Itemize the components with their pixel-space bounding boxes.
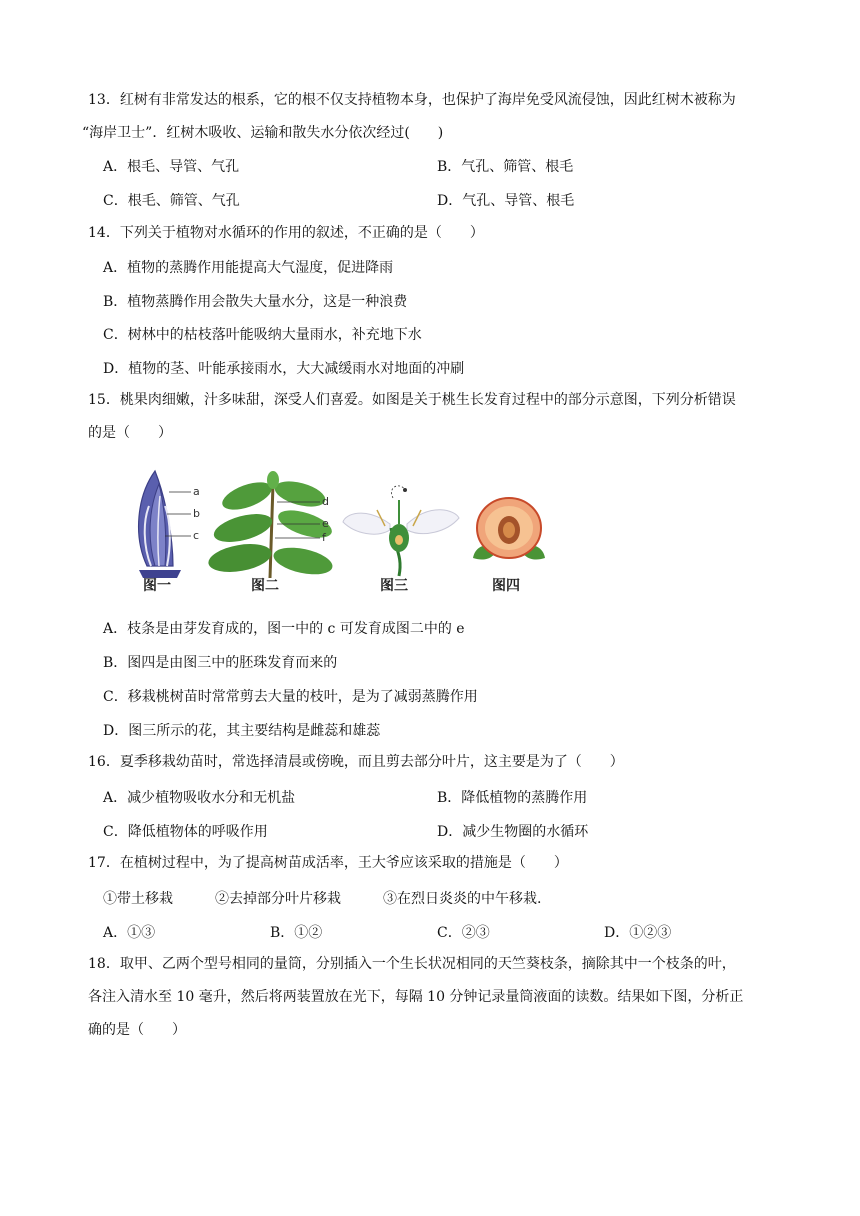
question-18	[88, 948, 788, 1047]
question-15-option-d[interactable]: D．图三所示的花，其主要结构是雌蕊和雄蕊	[103, 723, 381, 739]
figure-2-letter-d: d	[322, 495, 329, 508]
figure-2-letter-e: e	[322, 517, 329, 530]
question-17	[88, 847, 788, 880]
question-14	[88, 217, 788, 250]
question-16	[88, 746, 788, 779]
figure-1-letter-b: b	[193, 507, 200, 520]
figure-3-flower-illustration	[343, 486, 459, 576]
figure-1-letter-a: a	[193, 485, 200, 498]
question-15-option-a[interactable]: A．枝条是由芽发育成的，图一中的 c 可发育成图二中的 e	[103, 621, 465, 637]
figure-1-letter-c: c	[193, 529, 200, 542]
question-15-stem-line2: 的是（ ）	[88, 425, 172, 441]
question-14-option-b[interactable]: B．植物蒸腾作用会散失大量水分，这是一种浪费	[103, 294, 408, 310]
figure-4-peach-illustration	[473, 498, 545, 560]
figure-2-caption: 图二	[251, 578, 279, 594]
question-18-stem-line3: 确的是（ ）	[88, 1022, 186, 1038]
question-17-option-c[interactable]: C．②③	[437, 925, 490, 941]
figure-1-bud-illustration	[139, 471, 191, 578]
question-16-option-d[interactable]: D．减少生物圈的水循环	[437, 824, 589, 840]
question-17-option-d[interactable]: D．①②③	[604, 925, 672, 941]
question-13-option-d[interactable]: D．气孔、导管、根毛	[437, 193, 575, 209]
figure-4-caption: 图四	[492, 578, 520, 594]
question-16-option-c[interactable]: C．降低植物体的呼吸作用	[103, 824, 268, 840]
question-16-stem: 16．夏季移栽幼苗时，常选择清晨或傍晚，而且剪去部分叶片，这主要是为了（ ）	[88, 754, 624, 770]
question-16-option-b[interactable]: B．降低植物的蒸腾作用	[437, 790, 588, 806]
question-18-stem-line2: 各注入清水至 10 毫升，然后将两装置放在光下，每隔 10 分钟记录量筒液面的读数。结果如下图，分析正	[88, 989, 744, 1005]
question-17-stem: 17．在植树过程中，为了提高树苗成活率，王大爷应该采取的措施是（ ）	[88, 855, 568, 871]
question-13	[82, 84, 788, 150]
question-14-option-d[interactable]: D．植物的茎、叶能承接雨水，大大减缓雨水对地面的冲刷	[103, 361, 465, 377]
question-15	[88, 384, 788, 450]
question-17-statements: ①带土移栽 ②去掉部分叶片移栽 ③在烈日炎炎的中午移栽.	[103, 891, 542, 907]
figure-1-caption: 图一	[143, 578, 171, 594]
question-13-stem-line2: “海岸卫士”．红树木吸收、运输和散失水分依次经过( )	[82, 125, 444, 141]
question-17-option-a[interactable]: A．①③	[103, 925, 156, 941]
question-14-option-a[interactable]: A．植物的蒸腾作用能提高大气湿度，促进降雨	[103, 260, 394, 276]
question-13-option-c[interactable]: C．根毛、筛管、气孔	[103, 193, 240, 209]
question-14-stem: 14．下列关于植物对水循环的作用的叙述，不正确的是（ ）	[88, 225, 484, 241]
question-16-option-a[interactable]: A．减少植物吸收水分和无机盐	[103, 790, 296, 806]
question-18-stem-line1: 18．取甲、乙两个型号相同的量筒，分别插入一个生长状况相同的天竺葵枝条，摘除其中一个枝条的叶，	[88, 956, 736, 972]
figure-2-twig-illustration	[206, 471, 335, 579]
question-13-option-b[interactable]: B．气孔、筛管、根毛	[437, 159, 574, 175]
figure-3-caption: 图三	[380, 578, 408, 594]
question-15-stem-line1: 15．桃果肉细嫩，汁多味甜，深受人们喜爱。如图是关于桃生长发育过程中的部分示意图，下列分析错误	[88, 392, 736, 408]
question-13-option-a[interactable]: A．根毛、导管、气孔	[103, 159, 240, 175]
question-15-option-b[interactable]: B．图四是由图三中的胚珠发育而来的	[103, 655, 338, 671]
question-17-option-b[interactable]: B．①②	[270, 925, 323, 941]
question-14-option-c[interactable]: C．树林中的枯枝落叶能吸纳大量雨水，补充地下水	[103, 327, 422, 343]
question-13-stem-line1: 13．红树有非常发达的根系，它的根不仅支持植物本身，也保护了海岸免受风流侵蚀，因此红树木被称为	[88, 92, 736, 108]
figure-2-letter-f: f	[322, 531, 326, 544]
question-15-option-c[interactable]: C．移栽桃树苗时常常剪去大量的枝叶，是为了减弱蒸腾作用	[103, 689, 478, 705]
peach-development-figure	[125, 466, 575, 596]
